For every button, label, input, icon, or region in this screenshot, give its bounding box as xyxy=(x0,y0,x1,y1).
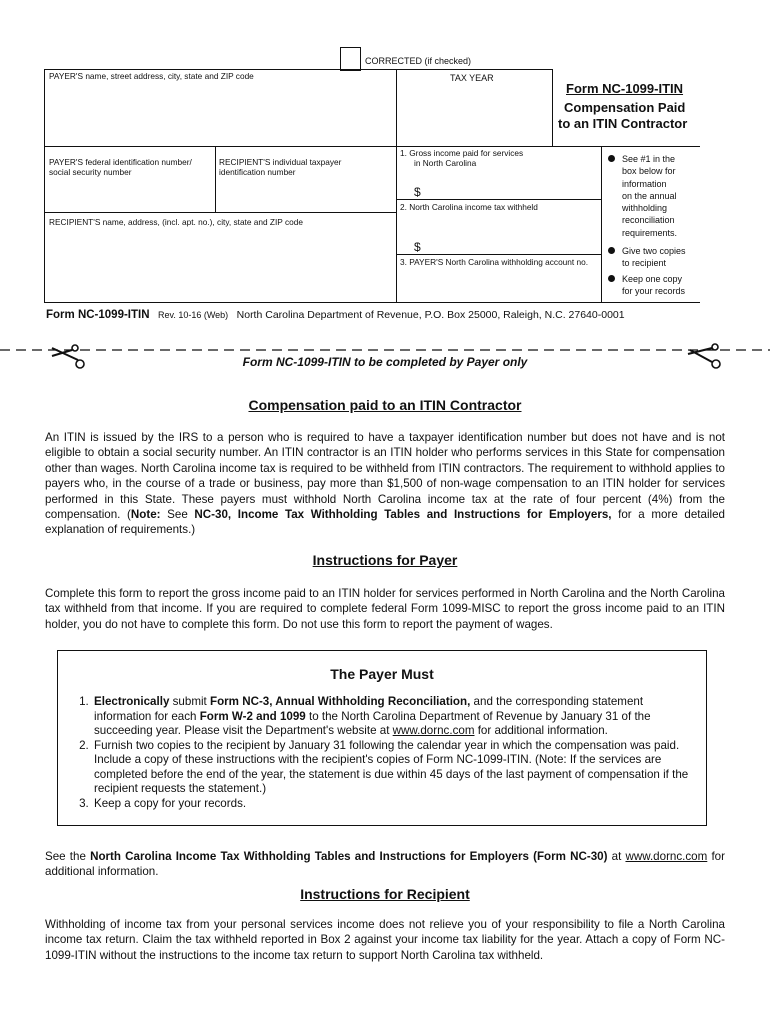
item1-bold-2: Form NC-3, Annual Withholding Reconciliation, xyxy=(210,695,471,708)
note-line: on the annual xyxy=(622,190,677,201)
box3-field[interactable] xyxy=(398,270,598,300)
note-line: reconciliation xyxy=(622,215,675,226)
note-give-copies xyxy=(622,245,686,270)
form-name: Form NC-1099-ITIN xyxy=(566,81,684,96)
note-line: Keep one copy xyxy=(622,274,683,284)
see-also-text-3: for additional information. xyxy=(45,850,725,879)
bullet-icon xyxy=(608,247,615,254)
list-item: 2. Furnish two copies to the recipient by January 31 following the calendar year in which the compensation was paid. Include a copy of these instructions with the recipient's copies of Form NC-1099-ITIN. (Note: If the services are completed before the end of the year, the statement is due within 45 days of the last payment of compensation if the recipient requests the statement.) xyxy=(92,739,692,797)
form-subtitle-2: to an ITIN Contractor xyxy=(558,116,688,131)
dornc-link[interactable]: www.dornc.com xyxy=(392,724,475,737)
payer-id-label xyxy=(49,157,192,177)
recipient-id-label-line1: RECIPIENT'S individual taxpayer xyxy=(219,157,342,167)
box1-label-line1: 1. Gross income paid for services xyxy=(400,148,524,158)
note-keep-copy xyxy=(622,273,685,298)
box1-field[interactable] xyxy=(425,172,595,198)
section-text-compensation xyxy=(45,430,725,538)
see-also-text xyxy=(45,849,725,880)
footer-form-name: Form NC-1099-ITIN xyxy=(46,309,150,321)
payer-id-label-line2: social security number xyxy=(49,167,132,177)
bullet-icon xyxy=(608,155,615,162)
item1-text-2: and the corresponding statement information for each xyxy=(94,695,644,723)
note-line: box below for xyxy=(622,166,676,177)
item1-text-3: to the North Carolina Department of Revenue by January 31 of the succeeding year. Please visit the Department's website at xyxy=(94,709,651,737)
recipient-name-field[interactable] xyxy=(46,230,394,300)
compensation-note-label: Note: xyxy=(130,508,161,522)
note-line: for your records xyxy=(622,286,686,297)
tax-year-field[interactable] xyxy=(398,86,550,144)
box1-label-line2: in North Carolina xyxy=(414,158,477,168)
form-footer xyxy=(46,305,625,323)
item1-text-4: for additional information. xyxy=(474,724,608,737)
section-title-recipient: Instructions for Recipient xyxy=(300,886,470,902)
cut-line-text: Form NC-1099-ITIN to be completed by Payer only xyxy=(242,355,528,369)
note-line: See #1 in the xyxy=(622,154,676,164)
see-also-reference: North Carolina Income Tax Withholding Tables and Instructions for Employers (Form NC-30) xyxy=(90,850,608,863)
compensation-text-a: An ITIN is issued by the IRS to a person who is required to have a taxpayer identification number but does not have and is not eligible to obtain a social security number. An ITIN contractor is an ITIN holder who performs services in this State for compensation other than wages. North Carolina income tax is required to be withheld from ITIN contractors. The requirement to withhold applies to payers who, in the course of a trade or business, pay more than $1,500 of non-wage compensation to an ITIN holder for services performed in this State. These payers must withhold North Carolina income tax at the rate of four percent (4%) from the compensation. ( xyxy=(45,431,725,522)
compensation-text-b: See xyxy=(160,508,195,522)
payer-must-title: The Payer Must xyxy=(330,666,434,682)
box1-currency: $ xyxy=(414,185,421,199)
item1-text-1: submit xyxy=(169,695,210,708)
dornc-link[interactable]: www.dornc.com xyxy=(625,850,708,863)
section-text-payer: Complete this form to report the gross income paid to an ITIN holder for services performed in North Carolina and the North Carolina tax withheld from that income. If you are required to complete federal Form 1099-MISC to report the gross income paid to an ITIN holder, you do not have to complete this form. Do not use this form to report the payment of wages. xyxy=(45,587,725,631)
payer-id-field[interactable] xyxy=(46,180,213,210)
payer-id-label-line1: PAYER'S federal identification number/ xyxy=(49,157,192,167)
note-line: requirements. xyxy=(622,227,678,238)
recipient-id-label-line2: identification number xyxy=(219,167,296,177)
item1-bold-1: Electronically xyxy=(94,695,170,708)
payer-name-field[interactable] xyxy=(46,83,394,144)
payer-must-list xyxy=(74,695,692,811)
bullet-icon xyxy=(608,275,615,282)
list-item xyxy=(92,695,692,739)
see-also-text-2: at xyxy=(607,850,626,863)
recipient-id-label xyxy=(219,157,341,177)
see-also-text-1: See the xyxy=(45,850,91,863)
compensation-reference: NC-30, Income Tax Withholding Tables and Instructions for Employers, xyxy=(194,508,612,522)
box2-label: 2. North Carolina income tax withheld xyxy=(400,202,538,212)
footer-revision: Rev. 10-16 (Web) xyxy=(157,310,229,320)
note-line: Give two copies xyxy=(622,246,686,256)
note-line: information xyxy=(622,178,667,189)
box1-label xyxy=(400,148,523,168)
box2-currency: $ xyxy=(414,240,421,254)
section-title-compensation: Compensation paid to an ITIN Contractor xyxy=(248,397,522,413)
section-title-payer: Instructions for Payer xyxy=(312,552,458,568)
item1-bold-3: Form W-2 and 1099 xyxy=(199,709,306,723)
box2-field[interactable] xyxy=(425,226,595,253)
note-annual-reconciliation xyxy=(622,153,677,239)
tax-year-label: TAX YEAR xyxy=(450,73,494,83)
form-subtitle-1: Compensation Paid xyxy=(564,100,686,115)
footer-department: North Carolina Department of Revenue, P.O. Box 25000, Raleigh, N.C. 27640-0001 xyxy=(236,309,625,321)
payer-name-label: PAYER'S name, street address, city, state and ZIP code xyxy=(49,71,254,81)
list-item: 3. Keep a copy for your records. xyxy=(92,797,692,812)
note-line: withholding xyxy=(622,203,668,214)
recipient-id-field[interactable] xyxy=(217,180,394,210)
corrected-checkbox[interactable] xyxy=(340,47,361,71)
box3-label: 3. PAYER'S North Carolina withholding account no. xyxy=(400,257,589,267)
note-line: to recipient xyxy=(622,258,667,269)
payer-must-box xyxy=(57,650,707,826)
compensation-text-c: for a more detailed explanation of requirements.) xyxy=(45,508,726,537)
recipient-name-label: RECIPIENT'S name, address, (incl. apt. no.), city, state and ZIP code xyxy=(49,217,303,227)
corrected-label: CORRECTED (if checked) xyxy=(365,56,472,66)
section-text-recipient: Withholding of income tax from your personal services income does not relieve you of your responsibility to file a North Carolina income tax return. Claim the tax withheld reported in Box 2 against your income tax liability for the year. Attach a copy of Form NC-1099-ITIN without the instructions to the income tax return to support North Carolina tax withheld. xyxy=(45,918,725,962)
